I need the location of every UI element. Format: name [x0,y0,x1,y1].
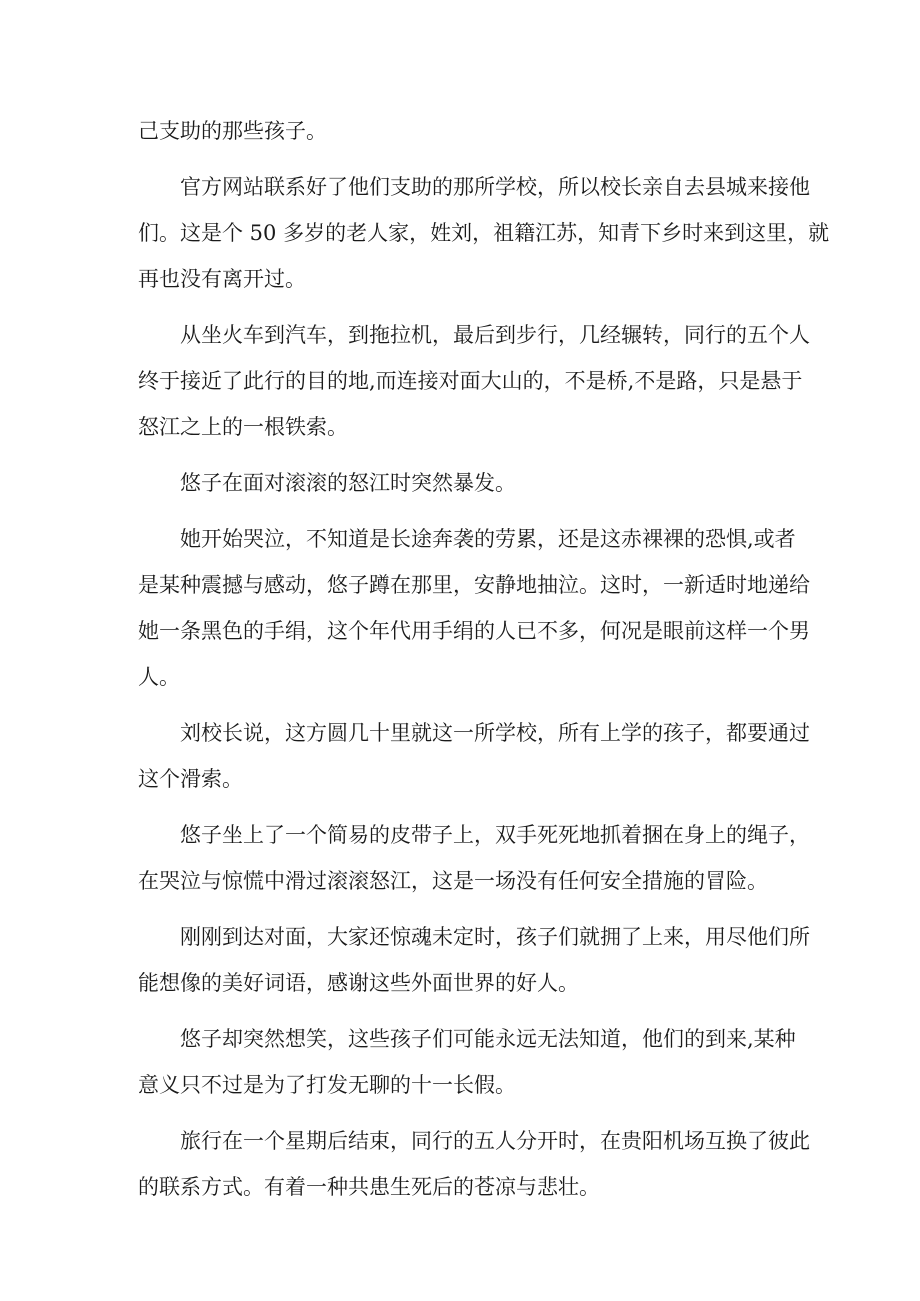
paragraph [138,1016,798,1108]
paragraph [138,812,810,904]
paragraph-spacing [138,302,798,312]
paragraph-line: 终于接近了此行的目的地,而连接对面大山的，不是桥,不是路，只是悬于 [138,369,803,393]
paragraph-line: 刘校长说，这方圆几十里就这一所学校，所有上学的孩子，都要通过 [180,721,810,745]
paragraph-line: 们。这是个 50 多岁的老人家，姓刘，祖籍江苏，知青下乡时来到这里，就 [138,221,830,245]
paragraph-line: 悠子在面对滚滚的怒江时突然暴发。 [180,471,516,495]
paragraph-spacing [138,506,798,516]
paragraph-spacing [138,1006,798,1016]
paragraph [138,516,810,700]
paragraph-line: 怒江之上的一根铁索。 [138,415,348,439]
paragraph [138,914,810,1006]
paragraph [138,710,810,802]
paragraph-line: 旅行在一个星期后结束，同行的五人分开时，在贵阳机场互换了彼此 [180,1129,810,1153]
paragraph-line: 从坐火车到汽车，到拖拉机，最后到步行，几经辗转，同行的五个人 [180,323,810,347]
paragraph-line: 人。 [138,665,180,689]
paragraph-line: 她一条黑色的手绢，这个年代用手绢的人已不多，何况是眼前这样一个男 [138,619,810,643]
paragraph-line: 这个滑索。 [138,767,243,791]
paragraph-spacing [138,450,798,460]
paragraph-line: 意义只不过是为了打发无聊的十一长假。 [138,1073,516,1097]
paragraph [138,164,830,302]
paragraph-line: 她开始哭泣，不知道是长途奔袭的劳累，还是这赤裸裸的恐惧,或者 [180,527,796,551]
paragraph-spacing [138,904,798,914]
paragraph-line: 的联系方式。有着一种共患生死后的苍凉与悲壮。 [138,1175,600,1199]
paragraph-line: 刚刚到达对面，大家还惊魂未定时，孩子们就拥了上来，用尽他们所 [180,925,810,949]
paragraph-line: 能想像的美好词语，感谢这些外面世界的好人。 [138,971,579,995]
paragraph-line: 是某种震撼与感动，悠子蹲在那里，安静地抽泣。这时，一新适时地递给 [138,573,810,597]
paragraph-spacing [138,154,798,164]
paragraph [138,460,798,506]
paragraph-spacing [138,1108,798,1118]
paragraph [138,1118,810,1210]
paragraph-line: 再也没有离开过。 [138,267,306,291]
paragraph [138,312,810,450]
paragraph-spacing [138,700,798,710]
paragraph-line: 官方网站联系好了他们支助的那所学校，所以校长亲自去县城来接他 [180,175,810,199]
document-body [138,108,830,1210]
paragraph-line: 在哭泣与惊慌中滑过滚滚怒江，这是一场没有任何安全措施的冒险。 [138,869,768,893]
paragraph-line: 悠子却突然想笑，这些孩子们可能永远无法知道，他们的到来,某种 [180,1027,796,1051]
paragraph-spacing [138,802,798,812]
paragraph-line: 己支助的那些孩子。 [138,119,327,143]
paragraph-line: 悠子坐上了一个简易的皮带子上，双手死死地抓着捆在身上的绳子， [180,823,810,847]
paragraph [138,108,798,154]
